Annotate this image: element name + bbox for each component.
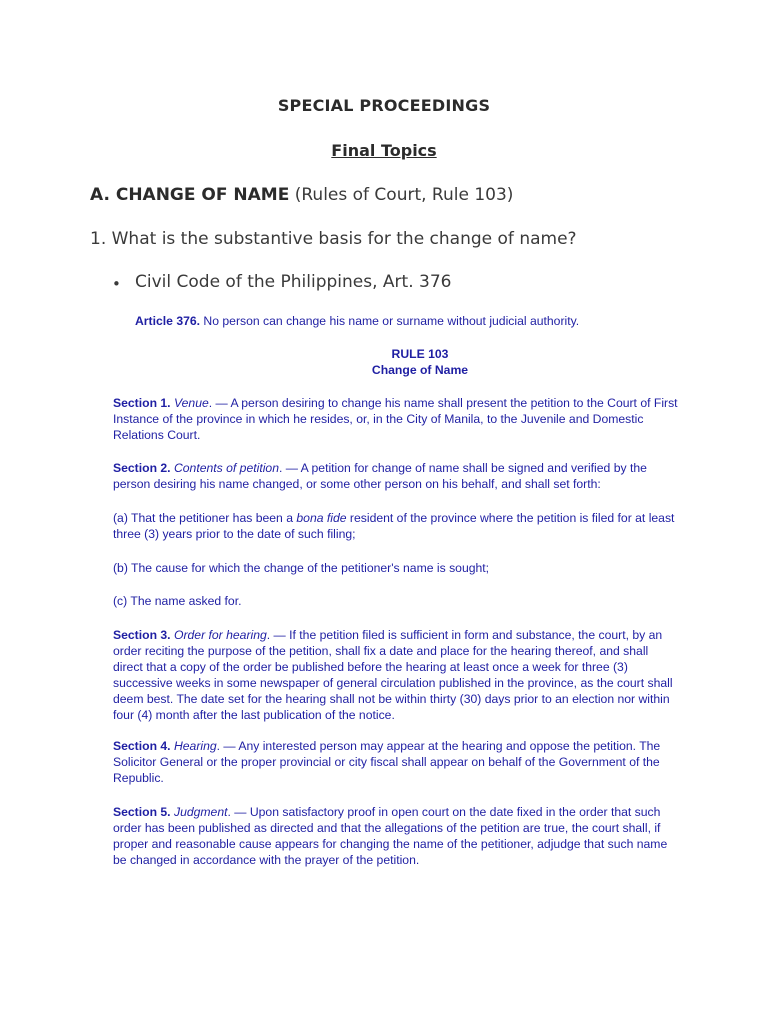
section-text: . — Upon satisfactory proof in open court on the date fixed in the order that such order has been published as directed and that the allegations of the petition are true, the court shall, if proper and reasonable cause appears for changing the name of the petitioner, adjudge that such name be changed in accordance with the prayer of the petition.: [113, 805, 668, 867]
section-5: [113, 804, 681, 868]
section-1: [113, 395, 681, 443]
section-label: Section 5.: [113, 805, 171, 819]
section-heading: Contents of petition: [173, 461, 279, 475]
clause-text: (a) That the petitioner has been a: [113, 511, 297, 525]
article-text: No person can change his name or surname without judicial authority.: [200, 314, 580, 328]
section-label: Section 1.: [113, 396, 171, 410]
section-label: Section 2.: [113, 461, 171, 475]
rule-header: [0, 346, 768, 378]
bullet-icon: •: [112, 275, 121, 293]
clause-italic: bona fide: [296, 511, 347, 525]
topic-heading: [90, 185, 513, 205]
section-4: [113, 738, 681, 786]
document-title: SPECIAL PROCEEDINGS: [277, 96, 491, 115]
section-text: . — If the petition filed is sufficient in form and substance, the court, by an order reciting the purpose of the petition, shall fix a date and place for the hearing thereof, and shall direct that a copy of the order be published before the hearing at least once a week for three (3) successive weeks in some newspaper of general circulation published in the province, as the court shall deem best. The date set for the hearing shall not be within thirty (30) days prior to an election nor within four (4) month after the last publication of the notice.: [113, 628, 673, 722]
article-label: Article 376.: [135, 314, 201, 328]
section-heading: Venue: [173, 396, 209, 410]
clause-b: (b) The cause for which the change of the petitioner's name is sought;: [113, 561, 490, 575]
question-text: 1. What is the substantive basis for the change of name?: [90, 229, 577, 249]
section-label: Section 3.: [113, 628, 171, 642]
clause-a: [113, 510, 681, 542]
bullet-item: [112, 272, 451, 296]
section-2: [113, 460, 681, 492]
section-heading: Order for hearing: [173, 628, 267, 642]
topic-label: A. CHANGE OF NAME: [90, 185, 290, 205]
section-text: . — Any interested person may appear at the hearing and oppose the petition. The Solicitor General or the proper provincial or city fiscal shall appear on behalf of the Government of the Republic.: [113, 739, 661, 785]
section-heading: Judgment: [173, 805, 228, 819]
article-376: [135, 313, 579, 329]
section-3: [113, 627, 681, 723]
topic-reference: (Rules of Court, Rule 103): [294, 185, 514, 205]
rule-number: RULE 103: [391, 347, 449, 361]
clause-c: (c) The name asked for.: [113, 594, 242, 608]
section-text: . — A person desiring to change his name shall present the petition to the Court of First Instance of the province in which he resides, or, in the City of Manila, to the Juvenile and Domestic Relations Court.: [113, 396, 678, 442]
rule-name: Change of Name: [371, 363, 469, 377]
clause-text: resident of the province where the petition is filed for at least three (3) years prior to the date of such filing;: [113, 511, 675, 541]
section-heading: Hearing: [173, 739, 217, 753]
section-label: Section 4.: [113, 739, 171, 753]
document-subtitle: Final Topics: [331, 141, 437, 160]
section-text: . — A petition for change of name shall be signed and verified by the person desiring his name changed, or some other person on his behalf, and shall set forth:: [113, 461, 647, 491]
bullet-text: Civil Code of the Philippines, Art. 376: [135, 272, 452, 292]
